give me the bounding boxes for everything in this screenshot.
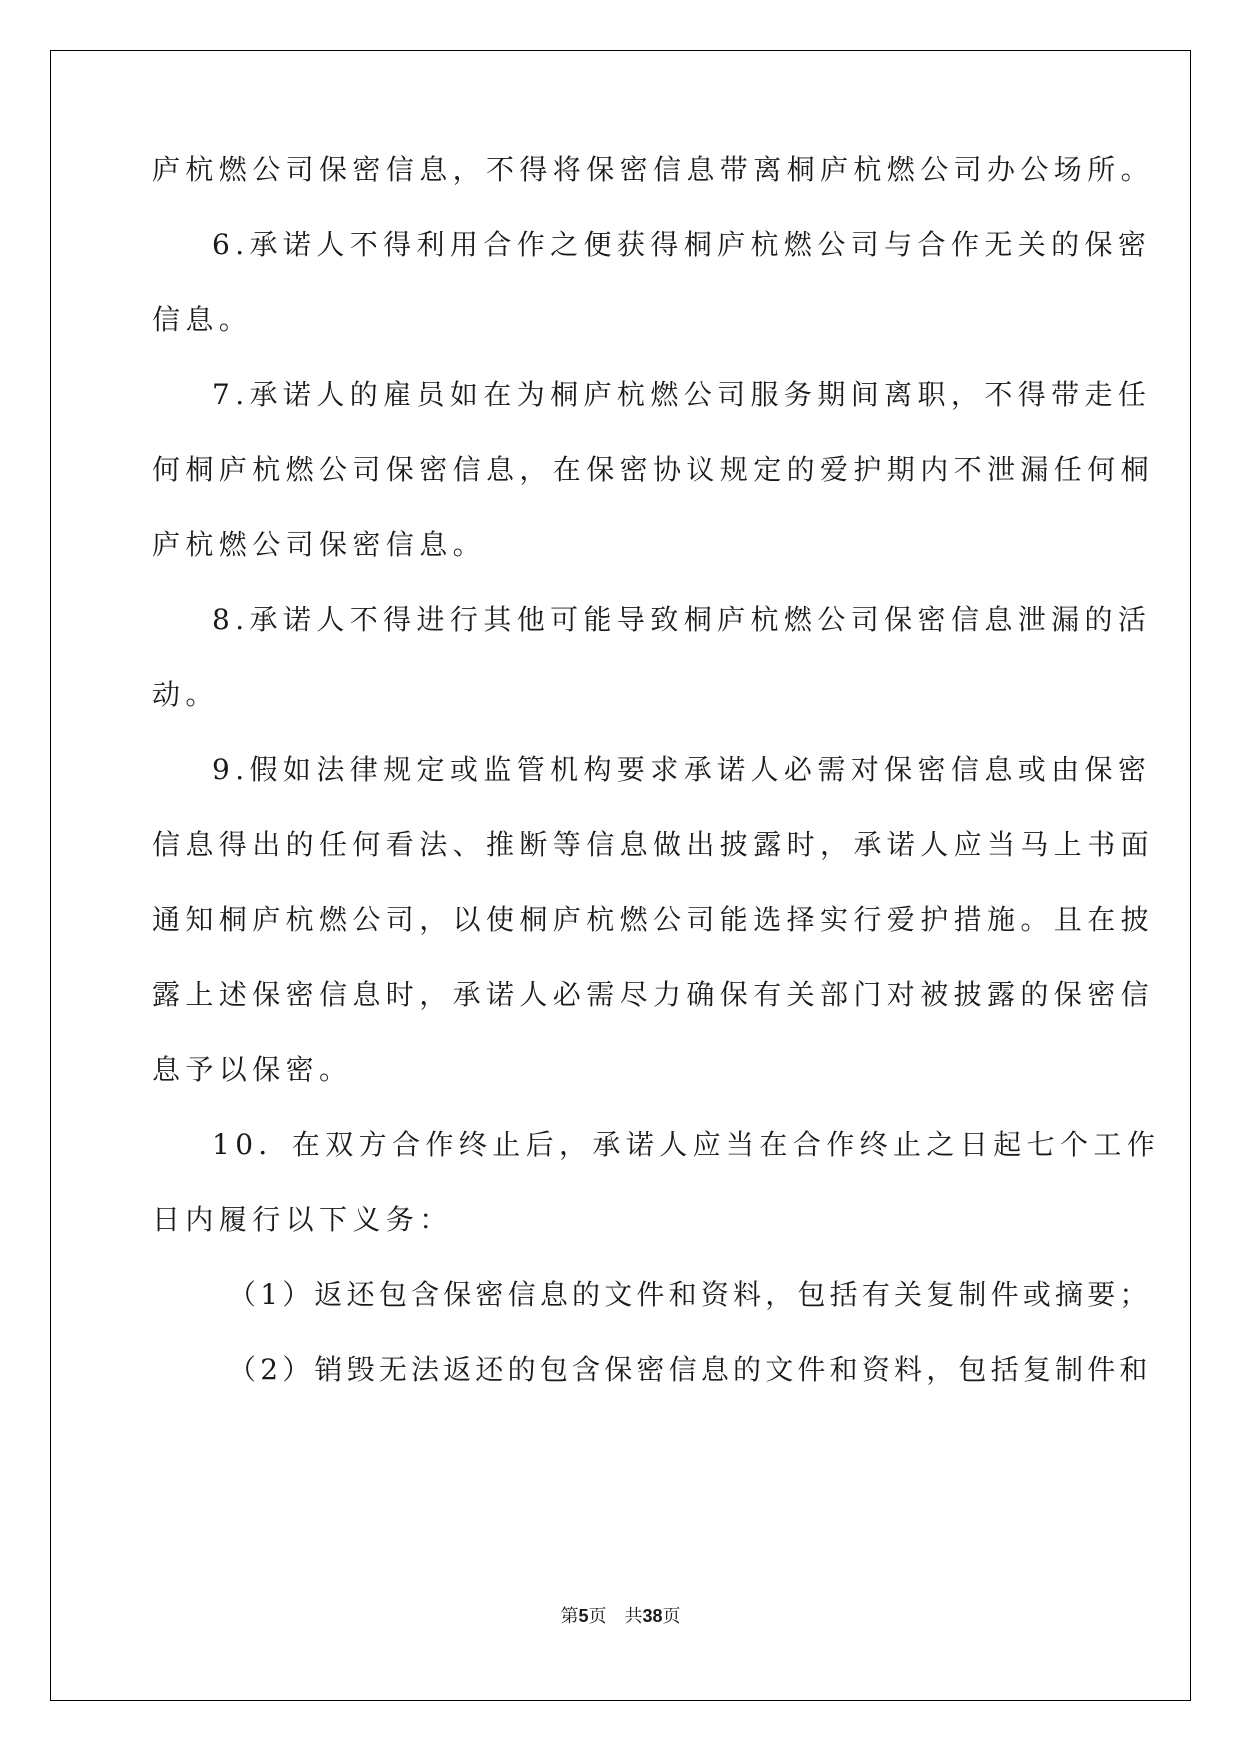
text-line: 日内履行以下义务： xyxy=(152,1203,453,1236)
text-line: 10．在双方合作终止后，承诺人应当在合作终止之日起七个工作 xyxy=(212,1128,1161,1161)
footer-middle: 页 共 xyxy=(588,1606,643,1627)
text-line: 动。 xyxy=(152,678,219,711)
text-line: 庐杭燃公司保密信息，不得将保密信息带离桐庐杭燃公司办公场所。 xyxy=(152,153,1155,186)
page-number: 5 xyxy=(578,1606,589,1626)
page-footer xyxy=(0,1604,1241,1629)
text-line: 8.承诺人不得进行其他可能导致桐庐杭燃公司保密信息泄漏的活 xyxy=(212,603,1152,636)
text-line: （2）销毁无法返还的包含保密信息的文件和资料，包括复制件和 xyxy=(228,1353,1152,1386)
total-pages: 38 xyxy=(642,1606,663,1626)
text-line: 露上述保密信息时，承诺人必需尽力确保有关部门对被披露的保密信 xyxy=(152,978,1155,1011)
text-line: 息予以保密。 xyxy=(152,1053,353,1086)
text-line: （1）返还包含保密信息的文件和资料，包括有关复制件或摘要； xyxy=(228,1278,1152,1311)
footer-prefix: 第 xyxy=(560,1606,579,1627)
text-line: 9.假如法律规定或监管机构要求承诺人必需对保密信息或由保密 xyxy=(212,753,1152,786)
text-line: 7.承诺人的雇员如在为桐庐杭燃公司服务期间离职，不得带走任 xyxy=(212,378,1152,411)
text-line: 6.承诺人不得利用合作之便获得桐庐杭燃公司与合作无关的保密 xyxy=(212,228,1152,261)
text-line: 信息。 xyxy=(152,303,253,336)
text-line: 庐杭燃公司保密信息。 xyxy=(152,528,487,561)
text-line: 通知桐庐杭燃公司，以使桐庐杭燃公司能选择实行爱护措施。且在披 xyxy=(152,903,1155,936)
text-line: 何桐庐杭燃公司保密信息，在保密协议规定的爱护期内不泄漏任何桐 xyxy=(152,453,1155,486)
footer-suffix: 页 xyxy=(662,1606,681,1627)
page-border xyxy=(50,50,1191,1701)
text-line: 信息得出的任何看法、推断等信息做出披露时，承诺人应当马上书面 xyxy=(152,828,1155,861)
